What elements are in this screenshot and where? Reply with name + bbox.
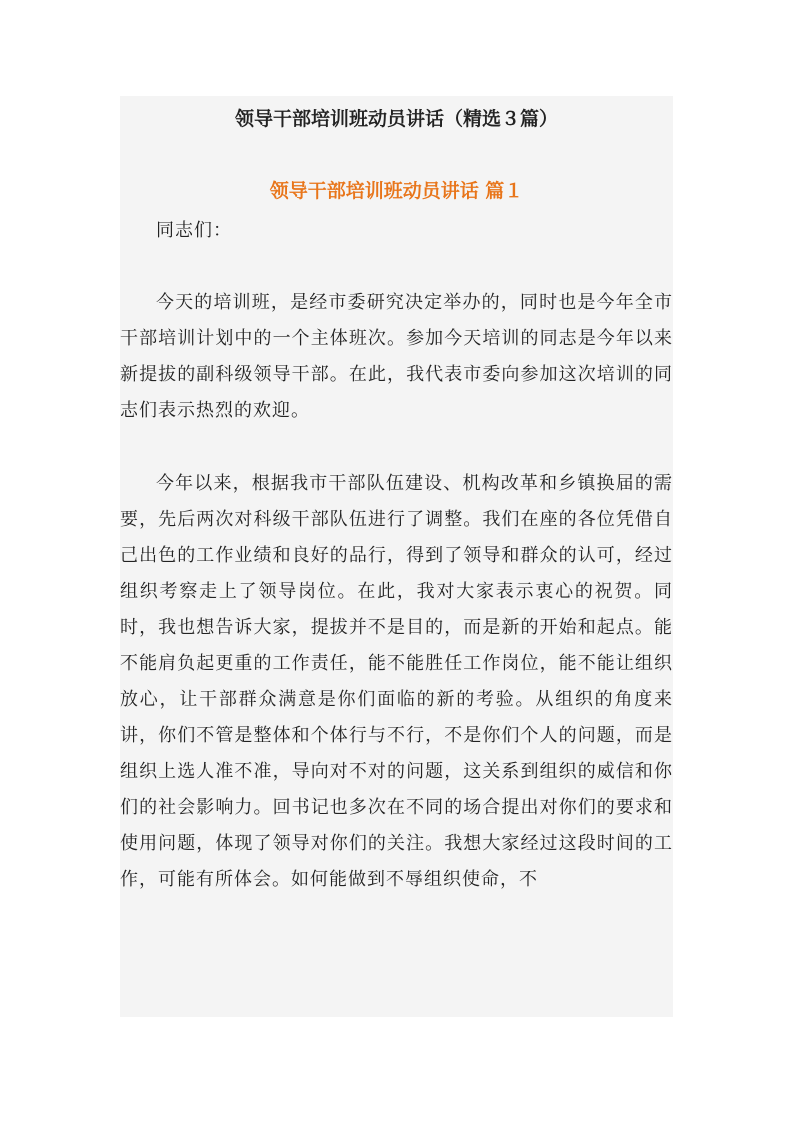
- body-paragraph-2: 今年以来，根据我市干部队伍建设、机构改革和乡镇换届的需要，先后两次对科级干部队伍进行了调整。我们在座的各位凭借自己出色的工作业绩和良好的品行，得到了领导和群众的认可，经过组织考察走上了领导岗位。在此，我对大家表示衷心的祝贺。同时，我也想告诉大家，提拔并不是目的，而是新的开始和起点。能不能肩负起更重的工作责任，能不能胜任工作岗位，能不能让组织放心，让干部群众满意是你们面临的新的考验。从组织的角度来讲，你们不管是整体和个体行与不行，不是你们个人的问题，而是组织上选人准不准，导向对不对的问题，这关系到组织的威信和你们的社会影响力。回书记也多次在不同的场合提出对你们的要求和使用问题，体现了领导对你们的关注。我想大家经过这段时间的工作，可能有所体会。如何能做到不辱组织使命，不: [120, 473, 673, 890]
- document-title: 领导干部培训班动员讲话（精选３篇）: [234, 108, 558, 130]
- article-body: [120, 96, 673, 1017]
- section-title: 领导干部培训班动员讲话 篇１: [269, 180, 524, 202]
- greeting-paragraph: 同志们：: [156, 220, 232, 241]
- body-paragraph-1: 今天的培训班，是经市委研究决定举办的，同时也是今年全市干部培训计划中的一个主体班次。参加今天培训的同志是今年以来新提拔的副科级领导干部。在此，我代表市委向参加这次培训的同志们表示热烈的欢迎。: [120, 292, 673, 421]
